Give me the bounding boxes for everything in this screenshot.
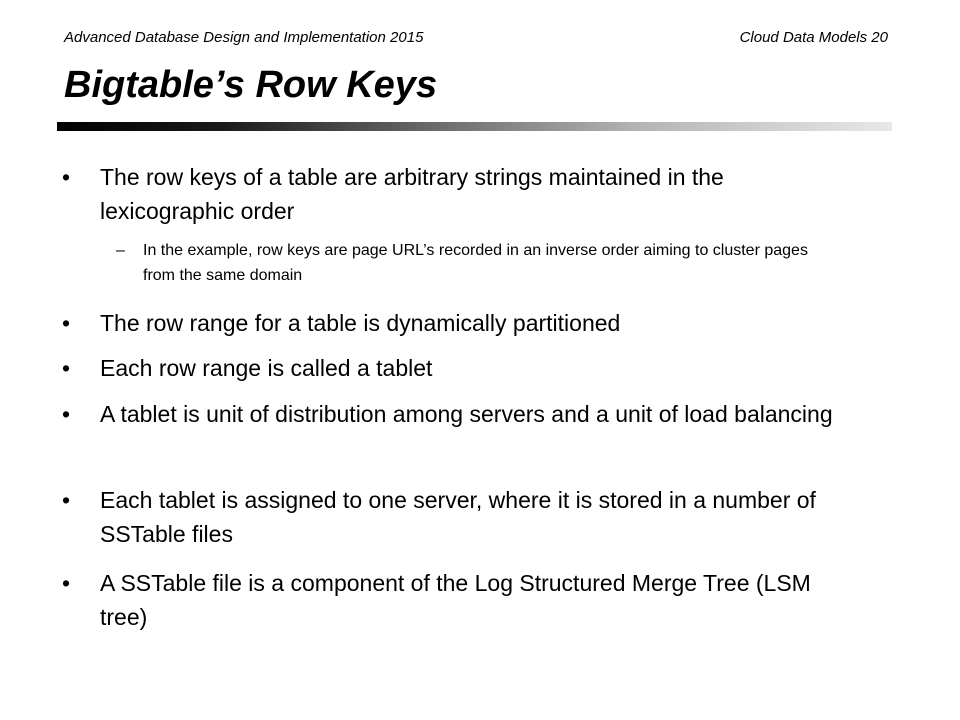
header-course: Advanced Database Design and Implementation 2015	[64, 29, 424, 46]
bullet-text: Each row range is called a tablet	[100, 355, 433, 381]
bullet-item	[62, 397, 852, 431]
bullet-item	[62, 351, 852, 385]
bullet-marker: •	[62, 355, 71, 381]
bullet-text: Each tablet is assigned to one server, where it is stored in a number of SSTable files	[100, 487, 816, 547]
bullet-marker: •	[62, 164, 71, 190]
bullet-marker: •	[62, 570, 71, 596]
bullet-marker: •	[62, 310, 71, 336]
bullet-marker: •	[62, 401, 71, 427]
slide-title: Bigtable’s Row Keys	[64, 64, 438, 106]
bullet-text: The row range for a table is dynamically partitioned	[100, 310, 621, 336]
bullet-marker: •	[62, 487, 71, 513]
sub-bullet-marker: –	[116, 242, 125, 259]
header-section-page: Cloud Data Models 20	[739, 29, 888, 46]
title-underline-rule	[57, 122, 892, 131]
sub-bullet-text: In the example, row keys are page URL’s recorded in an inverse order aiming to cluster pages from the same domain	[143, 242, 808, 284]
bullet-item	[62, 483, 852, 551]
bullet-item	[62, 306, 852, 340]
bullet-item	[62, 160, 852, 228]
bullet-item	[62, 566, 852, 634]
bullet-text: A tablet is unit of distribution among servers and a unit of load balancing	[100, 401, 833, 427]
bullet-text: A SSTable file is a component of the Log Structured Merge Tree (LSM tree)	[100, 570, 811, 630]
bullet-text: The row keys of a table are arbitrary strings maintained in the lexicographic order	[100, 164, 724, 224]
sub-bullet-item	[116, 238, 836, 288]
